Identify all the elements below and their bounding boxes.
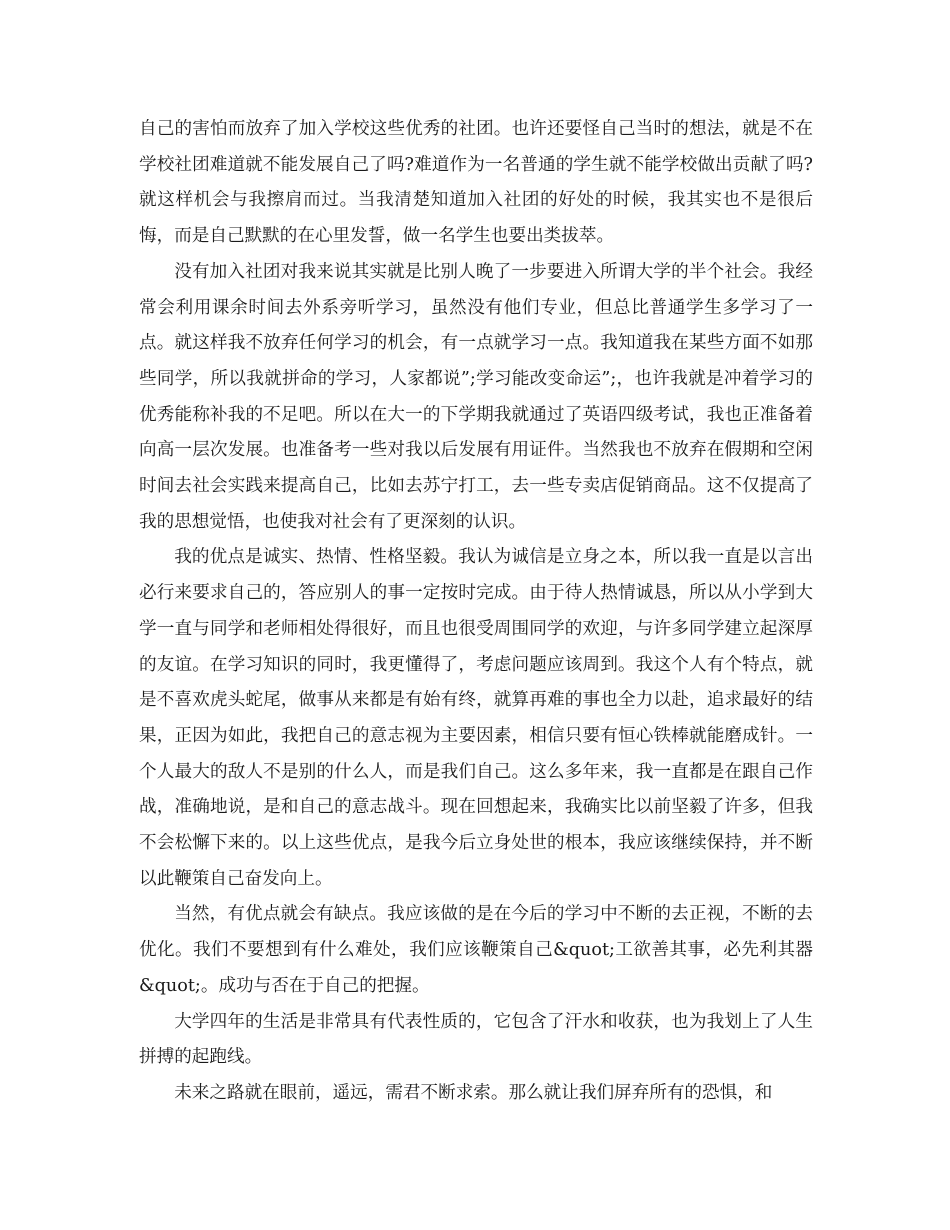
paragraph-6: 未来之路就在眼前，遥远，需君不断求索。那么就让我们屏弃所有的恐惧，和 [174, 1082, 773, 1103]
paragraph-2: 没有加入社团对我来说其实就是比别人晚了一步要进入所谓大学的半个社会。我经常会利用课余时间去外系旁听学习，虽然没有他们专业，但总比普通学生多学习了一点。就这样我不放弃任何学习的机会，有一点就学习一点。我知道我在某些方面不如那些同学，所以我就拼命的学习，人家都说”;学习能改变命运”;，也许我就是冲着学习的优秀能称补我的不足吧。所以在大一的下学期我就通过了英语四级考试，我也正准备着向高一层次发展。也准备考一些对我以后发展有用证件。当然我也不放弃在假期和空闲时间去社会实践来提高自己，比如去苏宁打工，去一些专卖店促销商品。这不仅提高了我的思想觉悟，也使我对社会有了更深刻的认识。 [139, 261, 813, 532]
paragraph-4: 当然，有优点就会有缺点。我应该做的是在今后的学习中不断的去正视，不断的去优化。我们不要想到有什么难处，我们应该鞭策自己&quot;工欲善其事，必先利其器&quot;。成功与否在于自己的把握。 [139, 904, 813, 996]
document-body [139, 112, 813, 1112]
paragraph-1: 自己的害怕而放弃了加入学校这些优秀的社团。也许还要怪自己当时的想法，就是不在学校社团难道就不能发展自己了吗?难道作为一名普通的学生就不能学校做出贡献了吗?就这样机会与我擦肩而过。当我清楚知道加入社团的好处的时候，我其实也不是很后悔，而是自己默默的在心里发誓，做一名学生也要出类拔萃。 [139, 119, 813, 247]
paragraph-3: 我的优点是诚实、热情、性格坚毅。我认为诚信是立身之本，所以我一直是以言出必行来要求自己的，答应别人的事一定按时完成。由于待人热情诚恳，所以从小学到大学一直与同学和老师相处得很好，而且也很受周围同学的欢迎，与许多同学建立起深厚的友谊。在学习知识的同时，我更懂得了，考虑问题应该周到。我这个人有个特点，就是不喜欢虎头蛇尾，做事从来都是有始有终，就算再难的事也全力以赴，追求最好的结果，正因为如此，我把自己的意志视为主要因素，相信只要有恒心铁棒就能磨成针。一个人最大的敌人不是别的什么人，而是我们自己。这么多年来，我一直都是在跟自己作战，准确地说，是和自己的意志战斗。现在回想起来，我确实比以前坚毅了许多，但我不会松懈下来的。以上这些优点，是我今后立身处世的根本，我应该继续保持，并不断以此鞭策自己奋发向上。 [139, 547, 813, 889]
paragraph-5: 大学四年的生活是非常具有代表性质的，它包含了汗水和收获，也为我划上了人生拼搏的起跑线。 [139, 1011, 813, 1068]
